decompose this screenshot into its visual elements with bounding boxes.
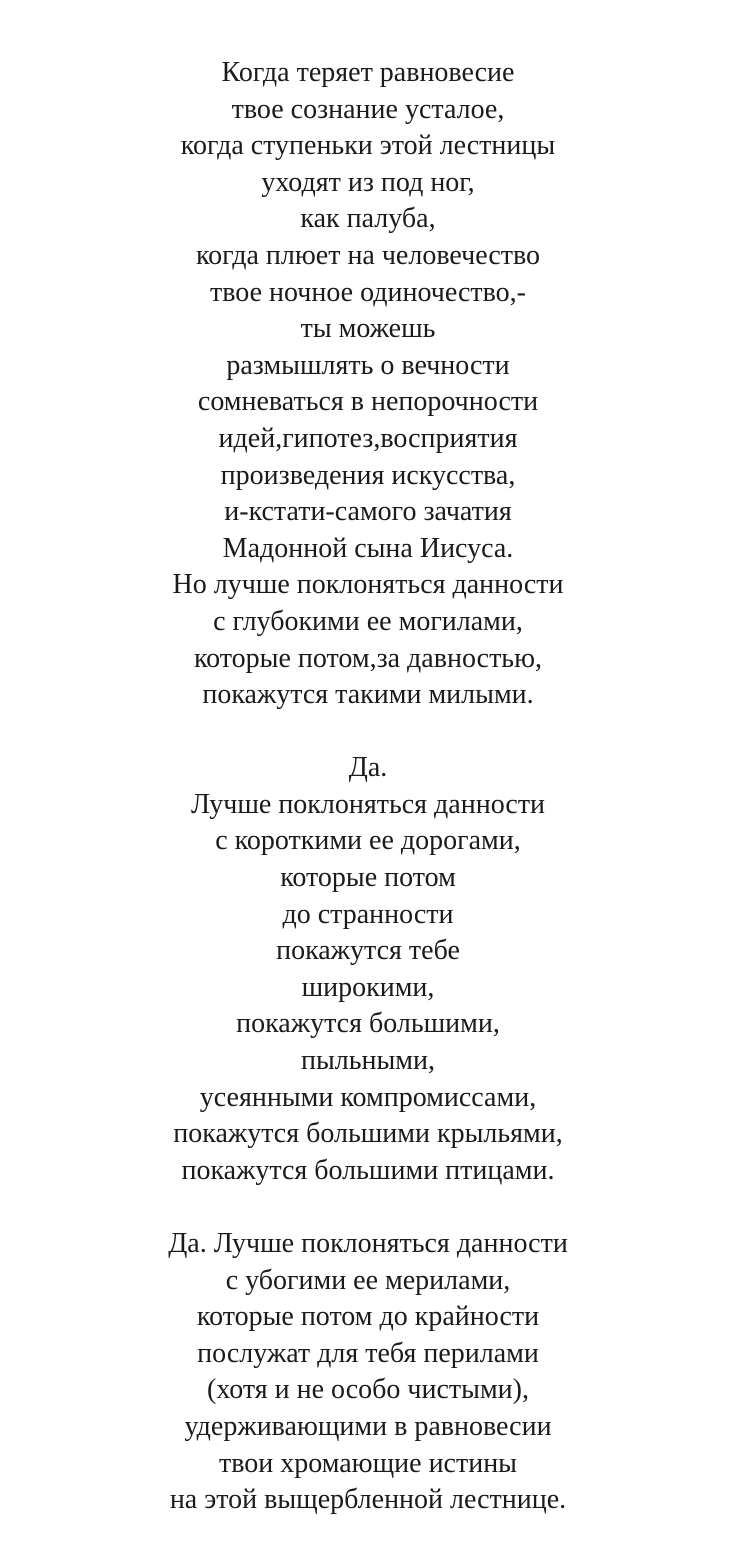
poem-line: идей,гипотез,восприятия [218, 422, 518, 454]
poem-line: когда ступеньки этой лестницы [180, 130, 556, 162]
poem-line: Да. Лучше поклоняться данности [168, 1228, 568, 1259]
poem-line: (хотя и не особо чистыми), [207, 1374, 529, 1406]
poem-line: до странности [282, 898, 454, 930]
poem-line: Когда теряет равновесие [221, 57, 515, 88]
poem-line: Но лучше поклоняться данности [172, 569, 564, 601]
poem-line: усеянными компромиссами, [199, 1081, 537, 1113]
poem-line: Да. [348, 752, 388, 784]
poem-line: послужат для тебя перилами [197, 1337, 539, 1369]
poem-line: и-кстати-самого зачатия [224, 496, 512, 528]
poem-line: покажутся большими птицами. [181, 1154, 555, 1186]
stanza-2 [0, 750, 736, 1189]
poem-line: с короткими ее дорогами, [215, 825, 521, 857]
poem-line: как палуба, [300, 203, 436, 235]
stanza-1 [0, 55, 736, 714]
poem-line: твои хромающие истины [219, 1447, 517, 1479]
poem-line: твое сознание усталое, [231, 93, 505, 125]
poem-line: покажутся такими милыми. [202, 679, 534, 711]
stanza-3 [0, 1226, 736, 1519]
poem-line: которые потом [280, 862, 456, 894]
poem-text [0, 55, 736, 1519]
poem-line: с убогими ее мерилами, [225, 1264, 511, 1296]
poem-line: твое ночное одиночество,- [209, 276, 527, 308]
poem-line: размышлять о вечности [226, 349, 510, 381]
poem-line: которые потом до крайности [196, 1301, 540, 1333]
poem-line: уходят из под ног, [261, 166, 475, 198]
poem-line: когда плюет на человечество [195, 239, 541, 271]
poem-line: удерживающими в равновесии [184, 1410, 552, 1442]
poem-line: покажутся большими, [236, 1008, 500, 1040]
poem-line: покажутся большими крыльями, [173, 1118, 563, 1150]
poem-line: Мадонной сына Иисуса. [222, 532, 514, 564]
poem-line: которые потом,за давностью, [193, 642, 542, 674]
poem-line: с глубокими ее могилами, [213, 605, 523, 637]
poem-line: Лучше поклоняться данности [190, 788, 546, 820]
poem-line: покажутся тебе [276, 935, 460, 967]
poem-line: произведения искусства, [220, 459, 516, 491]
poem-line: сомневаться в непорочности [197, 386, 539, 418]
poem-line: на этой выщербленной лестнице. [169, 1484, 567, 1516]
poem-line: ты можешь [300, 313, 436, 345]
poem-line: пыльными, [300, 1045, 436, 1077]
poem-line: широкими, [301, 971, 435, 1003]
